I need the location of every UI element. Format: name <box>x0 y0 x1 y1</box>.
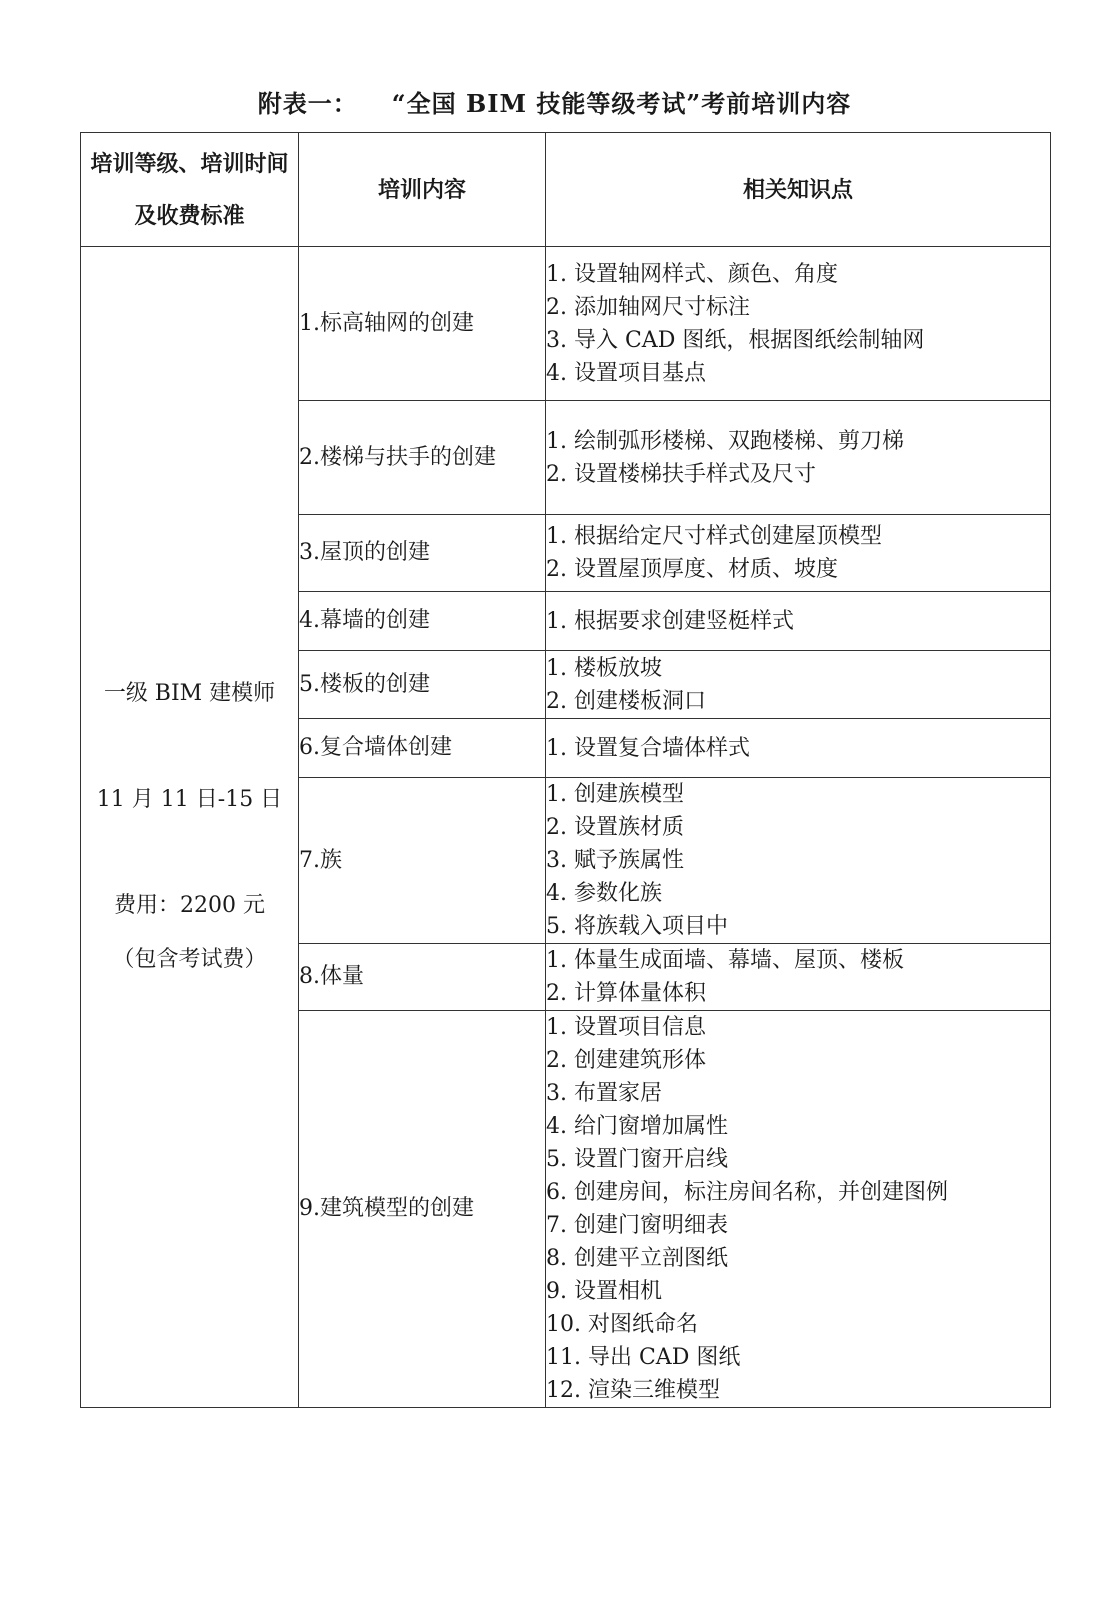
list-item: 9. 设置相机 <box>546 1279 662 1304</box>
category-dates: 11 月 11 日-15 日 <box>96 787 283 812</box>
list-item: 1. 设置轴网样式、颜色、角度 <box>546 261 838 287</box>
list-item: 1. 体量生成面墙、幕墙、屋顶、楼板 <box>546 948 904 973</box>
list-item: 6. 创建房间，标注房间名称，并创建图例 <box>546 1180 948 1205</box>
page-title <box>0 84 1109 119</box>
topic-cell: 1.标高轴网的创建 <box>299 247 546 401</box>
points-cell <box>546 401 1051 515</box>
points-cell <box>546 944 1051 1011</box>
list-item: 1. 创建族模型 <box>546 782 684 807</box>
list-item: 2. 添加轴网尺寸标注 <box>546 294 750 320</box>
list-item: 8. 创建平立剖图纸 <box>546 1246 728 1271</box>
list-item: 10. 对图纸命名 <box>546 1312 698 1337</box>
topic-cell: 3.屋顶的创建 <box>299 515 546 592</box>
topic-cell: 6.复合墙体创建 <box>299 719 546 778</box>
list-item: 12. 渲染三维模型 <box>546 1378 720 1403</box>
list-item: 2. 创建建筑形体 <box>546 1048 706 1073</box>
points-cell <box>546 1011 1051 1408</box>
points-cell <box>546 719 1051 778</box>
list-item: 4. 参数化族 <box>546 881 662 906</box>
points-cell <box>546 651 1051 719</box>
list-item: 2. 创建楼板洞口 <box>546 688 706 714</box>
list-item: 2. 设置族材质 <box>546 815 684 840</box>
list-item: 3. 布置家居 <box>546 1081 662 1106</box>
category-level: 一级 BIM 建模师 <box>103 681 276 706</box>
header-knowledge: 相关知识点 <box>546 133 1051 247</box>
list-item: 1. 根据要求创建竖梃样式 <box>546 608 794 634</box>
topic-cell: 5.楼板的创建 <box>299 651 546 719</box>
points-cell <box>546 592 1051 651</box>
topic-cell: 2.楼梯与扶手的创建 <box>299 401 546 515</box>
list-item: 4. 设置项目基点 <box>546 360 706 386</box>
list-item: 2. 设置屋顶厚度、材质、坡度 <box>546 557 838 582</box>
points-cell <box>546 515 1051 592</box>
header-content: 培训内容 <box>299 133 546 247</box>
list-item: 1. 设置复合墙体样式 <box>546 735 750 761</box>
training-table <box>80 132 1051 1408</box>
list-item: 3. 赋予族属性 <box>546 848 684 873</box>
list-item: 5. 将族载入项目中 <box>546 914 728 939</box>
list-item: 4. 给门窗增加属性 <box>546 1114 728 1139</box>
category-cell <box>81 247 299 1408</box>
topic-cell: 7.族 <box>299 778 546 944</box>
topic-cell: 8.体量 <box>299 944 546 1011</box>
table-header-row <box>81 133 1051 247</box>
title-prefix: 附表一： <box>257 89 358 118</box>
list-item: 1. 楼板放坡 <box>546 655 662 681</box>
list-item: 2. 计算体量体积 <box>546 981 706 1006</box>
category-note: （包含考试费） <box>112 947 267 972</box>
list-item: 5. 设置门窗开启线 <box>546 1147 728 1172</box>
points-cell <box>546 247 1051 401</box>
category-fee: 费用：2200 元 <box>114 893 265 918</box>
list-item: 2. 设置楼梯扶手样式及尺寸 <box>546 461 816 487</box>
list-item: 1. 设置项目信息 <box>546 1015 706 1040</box>
list-item: 3. 导入 CAD 图纸，根据图纸绘制轴网 <box>546 327 925 353</box>
title-main: “全国 BIM 技能等级考试”考前培训内容 <box>391 89 852 118</box>
list-item: 1. 绘制弧形楼梯、双跑楼梯、剪刀梯 <box>546 428 904 454</box>
list-item: 1. 根据给定尺寸样式创建屋顶模型 <box>546 524 882 549</box>
list-item: 7. 创建门窗明细表 <box>546 1213 728 1238</box>
list-item: 11. 导出 CAD 图纸 <box>546 1345 741 1370</box>
header-level-time-fee: 培训等级、培训时间及收费标准 <box>81 133 299 247</box>
topic-cell: 9.建筑模型的创建 <box>299 1011 546 1408</box>
topic-cell: 4.幕墙的创建 <box>299 592 546 651</box>
points-cell <box>546 778 1051 944</box>
table-row <box>81 247 1051 401</box>
